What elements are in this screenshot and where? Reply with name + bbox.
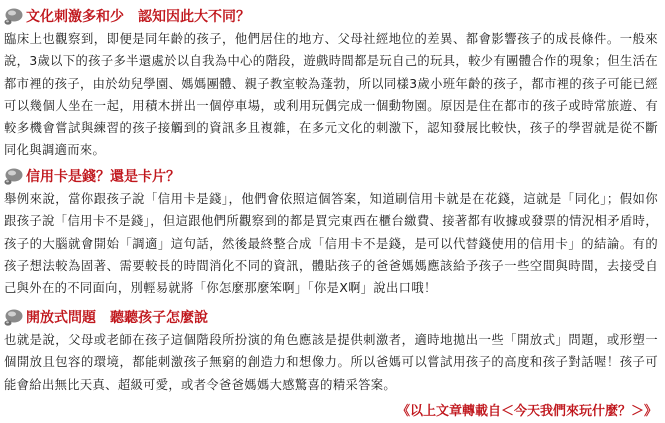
section-heading — [0, 164, 665, 188]
section-heading — [0, 305, 665, 329]
section-body: 臨床上也觀察到，即便是同年齡的孩子，他們居住的地方、父母社經地位的差異、都會影響孩子的成長條件。一般來說，3歲以下的孩子多半還處於以自我為中心的階段，遊戲時間都是玩自己的玩具，較少有團體合作的現象；但生活在都市裡的孩子，由於幼兒學園、媽媽團體、親子教室較為蓬勃，所以同樣3歲小班年齡的孩子，都市裡的孩子可能已經可以幾個人坐在一起，用積木拼出一個停車場，或利用玩偶完成一個動物園。原因是住在都市的孩子或時常旅遊、有較多機會嘗試與練習的孩子接觸到的資訊多且複雜，在多元文化的刺激下，認知發展比較快，孩子的學習就是從不斷同化與調適而來。 — [4, 32, 658, 158]
section-credit-card — [0, 164, 665, 299]
speech-bubble-icon — [2, 5, 24, 27]
section-body: 舉例來說，當你跟孩子說「信用卡是錢」，他們會依照這個答案，知道刷信用卡就是在花錢，這就是「同化」；假如你跟孩子說「信用卡不是錢」，但這跟他們所觀察到的都是買完東西在櫃台繳費、接著都有收據或發票的情況相矛盾時，孩子的大腦就會開始「調適」這句話，然後最終整合成「信用卡不是錢，是可以代替錢使用的信用卡」的結論。有的孩子想法較為固著、需要較長的時間消化不同的資訊，體貼孩子的爸爸媽媽應該給予孩子一些空間與時間，去接受自己與外在的不同面向，別輕易就將「你怎麼那麼笨啊」「你是X啊」說出口哦！ — [4, 192, 658, 296]
section-heading — [0, 4, 665, 28]
section-title: 信用卡是錢？還是卡片？ — [26, 169, 180, 185]
section-title: 開放式問題 聽聽孩子怎麼說 — [26, 310, 208, 326]
source-credit: 《以上文章轉載自＜今天我們來玩什麼？＞》 — [396, 404, 657, 419]
speech-bubble-icon — [2, 306, 24, 328]
section-open-questions — [0, 305, 665, 396]
speech-bubble-icon — [2, 165, 24, 187]
section-title: 文化刺激多和少 認知因此大不同？ — [26, 9, 250, 25]
section-cultural-stimulation — [0, 4, 665, 162]
section-body: 也就是說，父母或老師在孩子這個階段所扮演的角色應該是提供刺激者，適時地拋出一些「開放式」問題，或形塑一個開放且包容的環境，都能刺激孩子無窮的創造力和想像力。所以爸媽可以嘗試用孩子的高度和孩子對話喔！孩子可能會給出無比天真、超級可愛，或者令爸爸媽媽大感驚喜的精采答案。 — [4, 333, 658, 392]
